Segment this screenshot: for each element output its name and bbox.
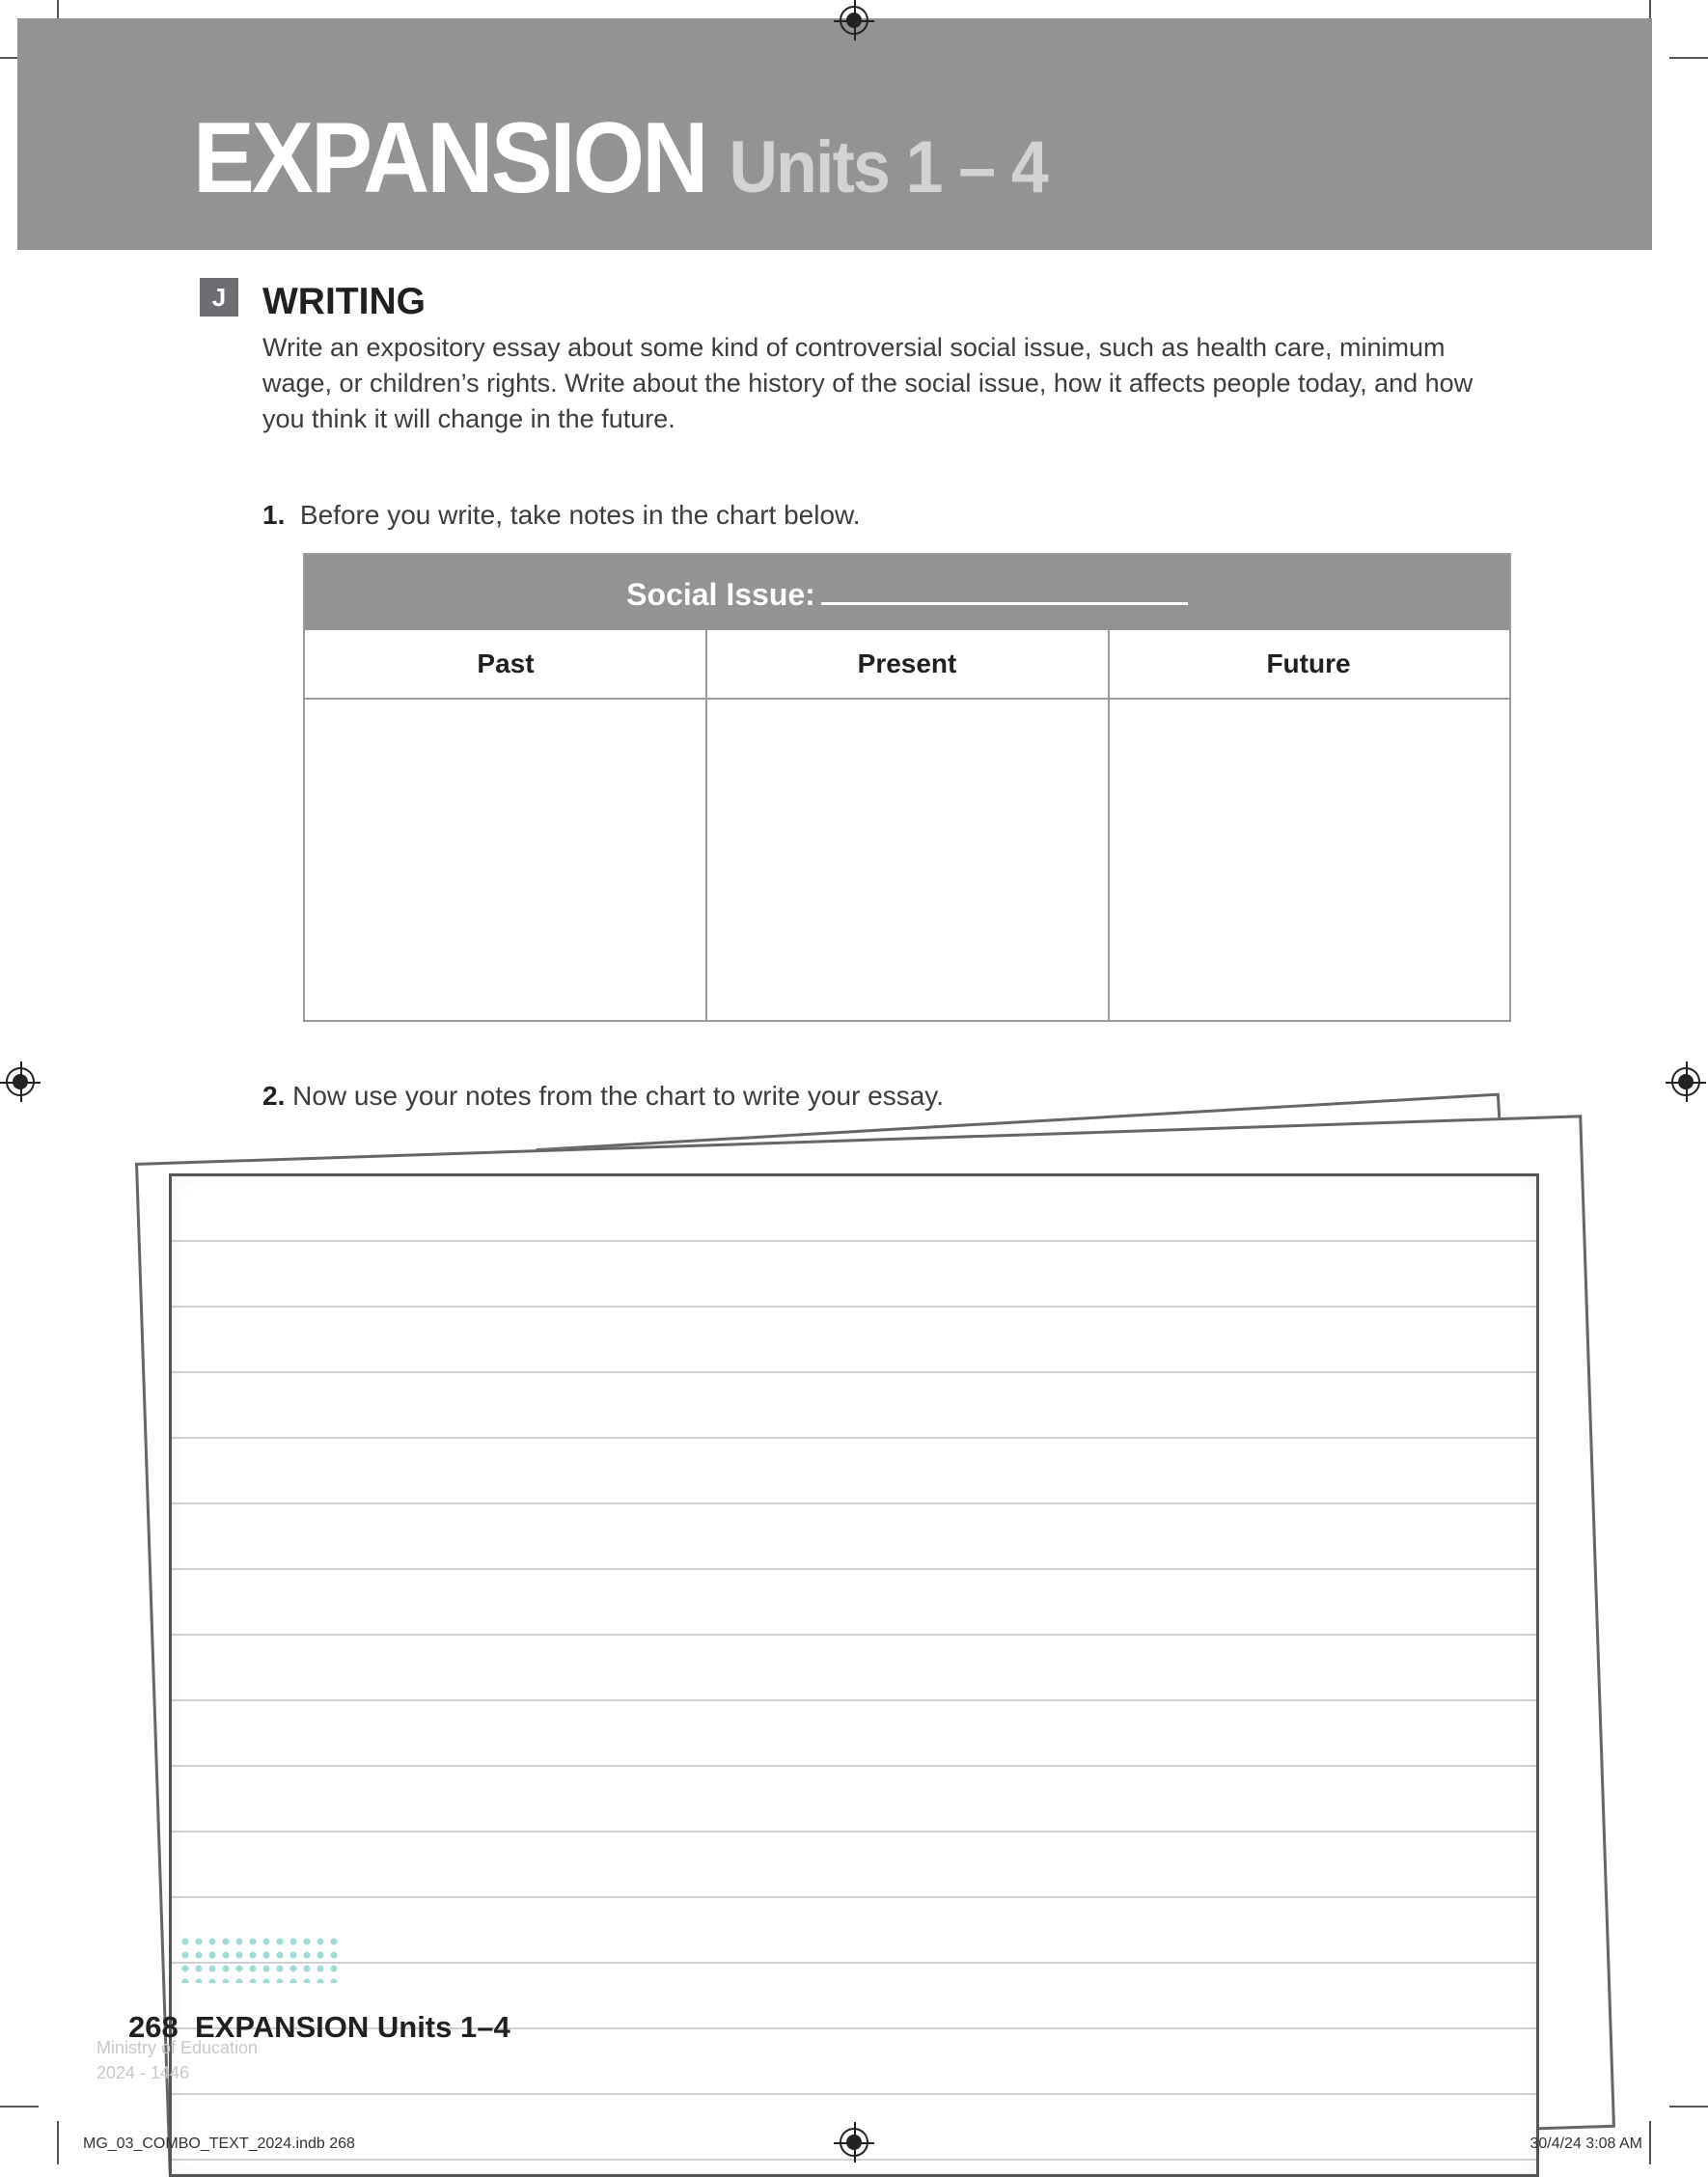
social-issue-blank[interactable] — [821, 577, 1188, 605]
column-divider — [705, 630, 707, 1020]
page-number: 268 — [128, 2010, 179, 2044]
watermark-line-2: 2024 - 1446 — [96, 2063, 190, 2082]
footer-label: EXPANSION Units 1–4 — [194, 2010, 510, 2044]
step-2-text: Now use your notes from the chart to write your essay. — [292, 1081, 945, 1111]
chart-column-headers — [305, 630, 1509, 700]
section-badge: J — [200, 278, 238, 317]
section-instruction: Write an expository essay about some kind of controversial social issue, such as health care, minimum wage, or children’s rights. Write about the history of the social issue, how it affects people today, and how you think it will change in the future. — [262, 333, 1474, 433]
notes-cell-present[interactable] — [708, 700, 1106, 1020]
chart-header — [305, 555, 1509, 630]
crop-mark — [1649, 2121, 1651, 2164]
step-1-text: Before you write, take notes in the chart below. — [299, 500, 861, 530]
crop-mark — [1669, 2106, 1708, 2108]
title-units: Units 1 – 4 — [729, 126, 1047, 208]
chart-header-label: Social Issue: — [626, 577, 815, 612]
page-title — [193, 101, 1047, 216]
notes-cell-future[interactable] — [1111, 700, 1509, 1020]
step-1 — [262, 500, 860, 531]
column-divider — [1108, 630, 1110, 1020]
column-header-present: Present — [857, 648, 957, 678]
slug-file: MG_03_COMBO_TEXT_2024.indb 268 — [83, 2136, 355, 2152]
slug-date: 30/4/24 3:08 AM — [1529, 2136, 1642, 2152]
registration-mark-icon — [6, 1067, 35, 1096]
registration-mark-icon — [1671, 1067, 1700, 1096]
column-header-past: Past — [477, 648, 535, 678]
registration-mark-icon — [840, 6, 868, 35]
crop-mark — [0, 2106, 39, 2108]
step-2-number: 2. — [262, 1081, 286, 1111]
crop-mark — [57, 2121, 59, 2164]
registration-mark-icon — [840, 2128, 868, 2157]
ministry-logo-icon — [179, 1935, 343, 1983]
notes-cell-past[interactable] — [305, 700, 704, 1020]
title-main: EXPANSION — [193, 102, 706, 214]
page-footer — [128, 2010, 510, 2045]
section-title: WRITING — [262, 281, 426, 322]
step-2 — [262, 1081, 944, 1112]
column-header-future: Future — [1266, 648, 1351, 678]
crop-mark — [1669, 57, 1708, 59]
watermark-line-1: Ministry of Education — [96, 2038, 259, 2057]
notes-chart — [303, 553, 1511, 1022]
step-1-number: 1. — [262, 500, 286, 530]
